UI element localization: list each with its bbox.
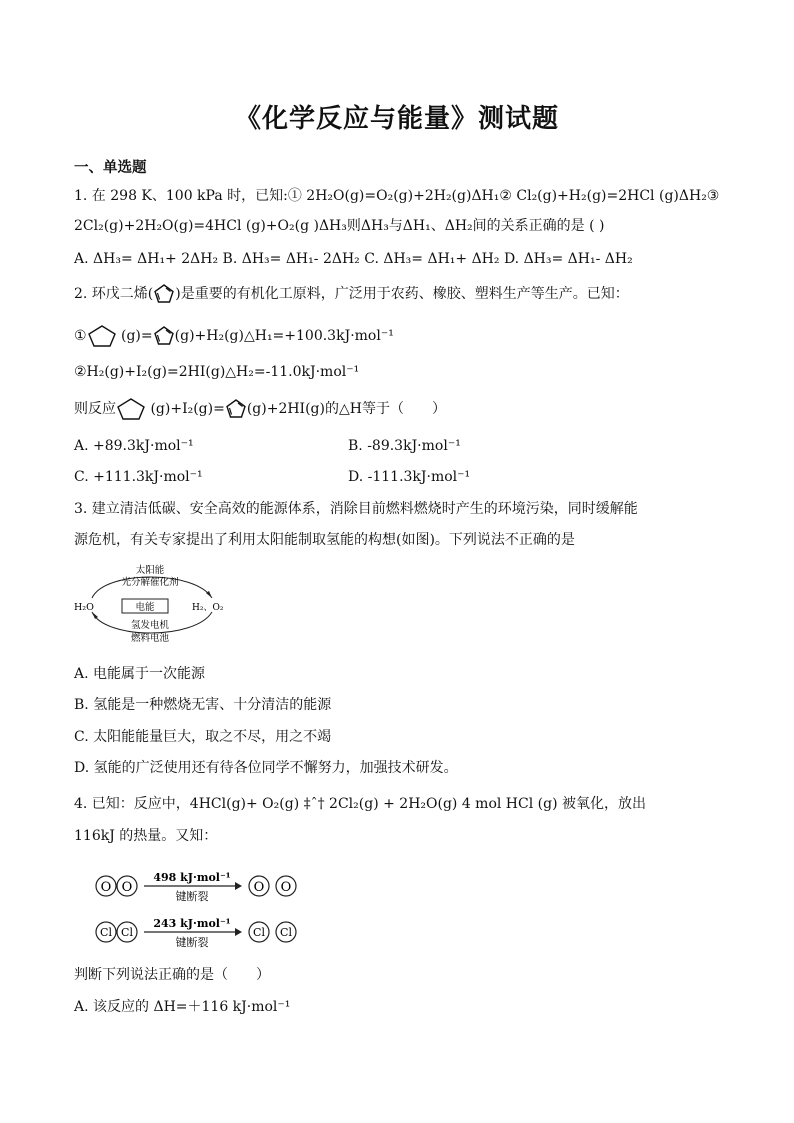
q3-option-a: A. 电能属于一次能源: [74, 666, 206, 682]
fig-label-h2-o2: H₂、O₂: [192, 603, 224, 613]
bond-energy-diagram: [92, 862, 307, 952]
o-atom-1: O: [100, 880, 112, 895]
q2-question: [74, 397, 446, 421]
fig-label-catalyst: 光分解催化剂: [121, 577, 179, 588]
fig-label-fuel-cell: 燃料电池: [130, 633, 170, 644]
q4-line1: 4. 已知：反应中，4HCl(g)+ O₂(g) ‡ˆ† 2Cl₂(g) + 2H₂O(g) 4 mol HCl (g) 被氧化，放出: [74, 796, 646, 812]
page-title: 《化学反应与能量》测试题: [234, 104, 559, 134]
q2-option-b: B. -89.3kJ·mol⁻¹: [348, 438, 461, 454]
solar-hydrogen-cycle-diagram: [70, 560, 230, 650]
cl-atom-3: Cl: [253, 926, 265, 939]
o-atom-3: O: [253, 880, 265, 895]
q2-option-c: C. +111.3kJ·mol⁻¹: [74, 469, 203, 485]
fig-label-water: H₂O: [74, 602, 94, 613]
cl-bond-break-label: 键断裂: [175, 936, 209, 949]
q3-option-c: C. 太阳能能量巨大，取之不尽，用之不竭: [74, 729, 332, 745]
section-heading: 一、单选题: [74, 159, 147, 176]
q2-option-d: D. -111.3kJ·mol⁻¹: [348, 469, 471, 485]
q2-eq1-end: (g)+H₂(g)△H₁=+100.3kJ·mol⁻¹: [174, 328, 394, 344]
o-bond-energy: 498 kJ·mol⁻¹: [153, 871, 231, 884]
q3-line2: 源危机，有关专家提出了利用太阳能制取氢能的构想(如图)。下列说法不正确的是: [74, 532, 575, 548]
q2-intro-end: )是重要的有机化工原料，广泛用于农药、橡胶、塑料生产等生产。已知：: [175, 286, 629, 302]
fig-label-electric: 电能: [135, 602, 155, 613]
cl-atom-2: Cl: [121, 926, 133, 939]
fig-label-solar: 太阳能: [135, 565, 165, 576]
q1-line1: 1. 在 298 K、100 kPa 时，已知:① 2H₂O(g)=O₂(g)+2H₂(g)ΔH₁② Cl₂(g)+H₂(g)=2HCl (g)ΔH₂③: [74, 188, 720, 204]
q3-option-b: B. 氢能是一种燃烧无害、十分清洁的能源: [74, 697, 332, 713]
q2-ask-end: (g)+2HI(g)的△H等于（ ）: [246, 401, 446, 417]
cyclopentadiene-structure-icon: [153, 325, 175, 347]
q2-eq1-marker: ①: [74, 328, 87, 344]
o-atom-2: O: [121, 880, 133, 895]
q4-line2: 116kJ 的热量。又知：: [74, 828, 218, 844]
cl-atom-1: Cl: [100, 926, 112, 939]
q1-line2: 2Cl₂(g)+2H₂O(g)=4HCl (g)+O₂(g )ΔH₃则ΔH₃与ΔH₁、ΔH₂间的关系正确的是 ( ): [74, 218, 605, 234]
cyclopentadiene-structure-icon: [153, 283, 175, 305]
q2-eq1-mid: (g)=: [116, 328, 153, 344]
q4-option-a: A. 该反应的 ΔH=＋116 kJ·mol⁻¹: [74, 999, 291, 1015]
cl-bond-energy: 243 kJ·mol⁻¹: [153, 917, 231, 930]
q2-ask-mid: (g)+I₂(g)=: [146, 401, 225, 417]
q3-option-d: D. 氢能的广泛使用还有待各位同学不懈努力，加强技术研发。: [74, 760, 458, 776]
q2-ask-start: 则反应: [74, 401, 116, 417]
q2-intro-start: 2. 环戊二烯(: [74, 286, 154, 302]
q2-equation-2: ②H₂(g)+I₂(g)=2HI(g)△H₂=-11.0kJ·mol⁻¹: [74, 364, 360, 380]
cyclopentadiene-structure-icon: [225, 398, 247, 420]
o-bond-break-label: 键断裂: [175, 890, 209, 903]
q2-option-a: A. +89.3kJ·mol⁻¹: [74, 438, 194, 454]
q3-line1: 3. 建立清洁低碳、安全高效的能源体系，消除目前燃料燃烧时产生的环境污染，同时缓解能: [74, 501, 638, 517]
q1-options: A. ΔH₃= ΔH₁+ 2ΔH₂ B. ΔH₃= ΔH₁- 2ΔH₂ C. ΔH₃= ΔH₁+ ΔH₂ D. ΔH₃= ΔH₁- ΔH₂: [74, 251, 633, 267]
cyclopentene-structure-icon: [116, 397, 146, 421]
fig-label-hydrogen-generator: 氢发电机: [130, 620, 170, 631]
q4-question: 判断下列说法正确的是（ ）: [74, 967, 270, 983]
q2-intro: [74, 283, 629, 305]
q2-equation-1: [74, 324, 394, 348]
cl-atom-4: Cl: [280, 926, 292, 939]
o-atom-4: O: [280, 880, 292, 895]
cyclopentene-structure-icon: [87, 324, 117, 348]
